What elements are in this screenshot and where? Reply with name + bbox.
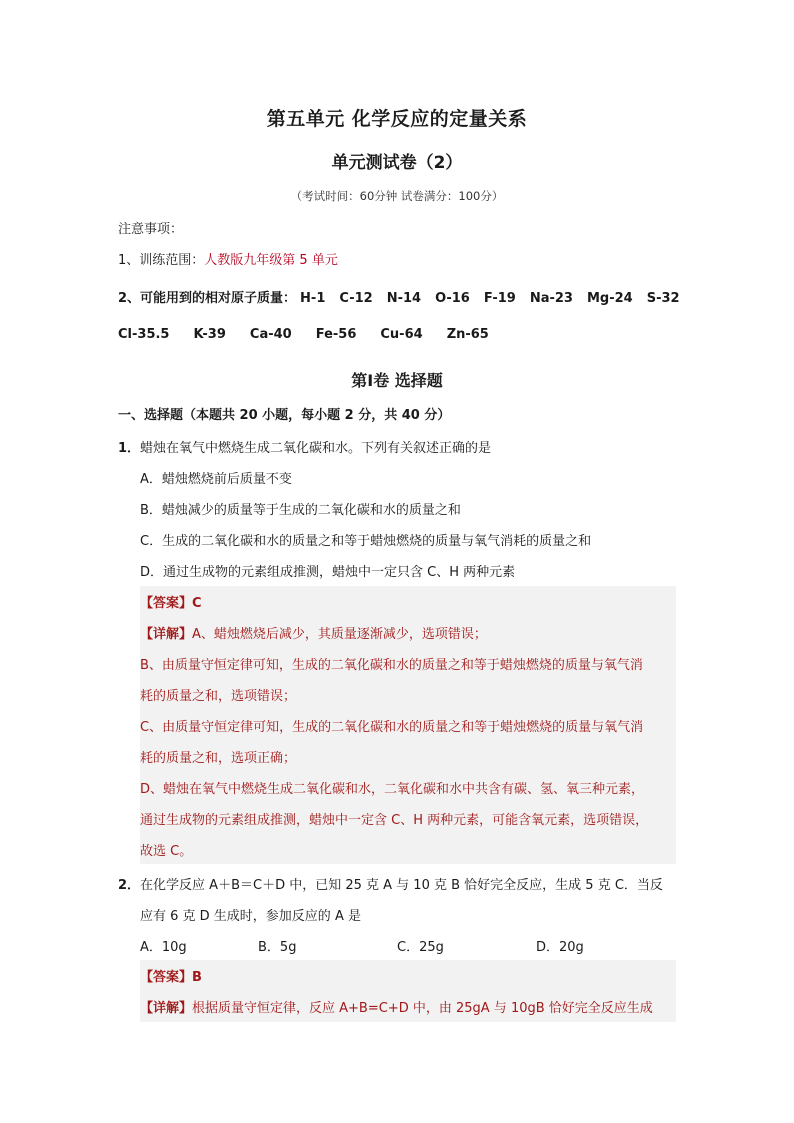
answer-value: B: [192, 970, 202, 985]
note-item-1-value: 人教版九年级第 5 单元: [204, 253, 338, 268]
question-2-option-c: C．25g: [397, 940, 444, 955]
detail-1-line-6: D、蜡烛在氧气中燃烧生成二氧化碳和水，二氧化碳和水中共含有碳、氢、氧三种元素，: [140, 782, 645, 797]
question-2-number: 2．: [118, 878, 141, 893]
atom-mass: Cu-64: [380, 327, 423, 342]
atom-mass: Fe-56: [315, 327, 357, 342]
question-1-text: 蜡烛在氧气中燃烧生成二氧化碳和水。下列有关叙述正确的是: [140, 441, 492, 456]
atom-mass: Na-23: [529, 291, 573, 306]
answer-2: [140, 966, 202, 985]
note-item-2-prefix: 2、可能用到的相对原子质量：: [118, 291, 297, 306]
atom-mass: H-1: [300, 291, 326, 306]
detail-label: 【详解】: [140, 627, 193, 642]
detail-1-line-2: B、由质量守恒定律可知，生成的二氧化碳和水的质量之和等于蜡烛燃烧的质量与氧气消: [140, 658, 643, 673]
notes-heading: 注意事项：: [118, 222, 184, 237]
question-2-option-d: D．20g: [536, 940, 584, 955]
answer-box-2: [140, 960, 676, 1022]
question-1-option-d: D．通过生成物的元素组成推测，蜡烛中一定只含 C、H 两种元素: [140, 565, 516, 580]
detail-1-line-7: 通过生成物的元素组成推测，蜡烛中一定含 C、H 两种元素，可能含氧元素，选项错误，: [140, 813, 649, 828]
question-2-stem: [118, 874, 663, 893]
page-subtitle: 单元测试卷（2）: [331, 153, 463, 173]
detail-1-line-3: 耗的质量之和，选项错误；: [140, 689, 297, 704]
answer-label: 【答案】: [140, 970, 193, 985]
answer-value: C: [192, 596, 202, 611]
question-1-number: 1．: [118, 441, 141, 456]
atom-mass: O-16: [435, 291, 470, 306]
atom-mass: K-39: [193, 327, 226, 342]
question-2-option-a: A．10g: [140, 940, 187, 955]
detail-1-line-5: 耗的质量之和，选项正确；: [140, 751, 297, 766]
atom-mass: N-14: [386, 291, 422, 306]
answer-1: [140, 592, 202, 611]
answer-box-1: [140, 586, 676, 864]
note-item-2: [118, 287, 694, 306]
exam-info: （考试时间：60分钟 试卷满分：100分）: [290, 189, 504, 203]
note-item-1-prefix: 1、训练范围：: [118, 253, 205, 268]
detail-label: 【详解】: [140, 1001, 193, 1016]
question-1-option-b: B．蜡烛减少的质量等于生成的二氧化碳和水的质量之和: [140, 503, 461, 518]
atom-mass: Mg-24: [586, 291, 633, 306]
detail-text: 根据质量守恒定律，反应 A+B=C+D 中，由 25gA 与 10gB 恰好完全反应生成: [192, 1001, 653, 1016]
detail-text: A、蜡烛燃烧后减少，其质量逐渐减少，选项错误；: [192, 627, 487, 642]
question-1-option-c: C．生成的二氧化碳和水的质量之和等于蜡烛燃烧的质量与氧气消耗的质量之和: [140, 534, 592, 549]
answer-label: 【答案】: [140, 596, 193, 611]
atom-mass: Cl-35.5: [118, 327, 170, 342]
question-2-stem-line-2: 应有 6 克 D 生成时，参加反应的 A 是: [140, 909, 361, 924]
atom-mass: C-12: [339, 291, 373, 306]
section-title: 第Ⅰ卷 选择题: [351, 371, 443, 390]
atom-mass: Zn-65: [446, 327, 489, 342]
question-2-text: 在化学反应 A＋B＝C＋D 中，已知 25 克 A 与 10 克 B 恰好完全反应，生成 5 克 C．当反: [140, 878, 663, 893]
part-heading: 一、选择题（本题共 20 小题，每小题 2 分，共 40 分）: [118, 408, 451, 423]
page-title: 第五单元 化学反应的定量关系: [266, 108, 528, 130]
atom-mass: F-19: [483, 291, 516, 306]
atom-mass: Ca-40: [249, 327, 292, 342]
question-2-option-b: B．5g: [258, 940, 297, 955]
detail-1-line-8: 故选 C。: [140, 844, 193, 859]
atoms-line-2: [118, 327, 513, 342]
question-1-option-a: A．蜡烛燃烧前后质量不变: [140, 472, 292, 487]
atom-mass: S-32: [646, 291, 680, 306]
question-1-stem: [118, 437, 491, 456]
detail-1-line-1: [140, 623, 487, 642]
detail-2-line-1: [140, 997, 653, 1016]
note-item-1: [118, 249, 338, 268]
detail-1-line-4: C、由质量守恒定律可知，生成的二氧化碳和水的质量之和等于蜡烛燃烧的质量与氧气消: [140, 720, 644, 735]
